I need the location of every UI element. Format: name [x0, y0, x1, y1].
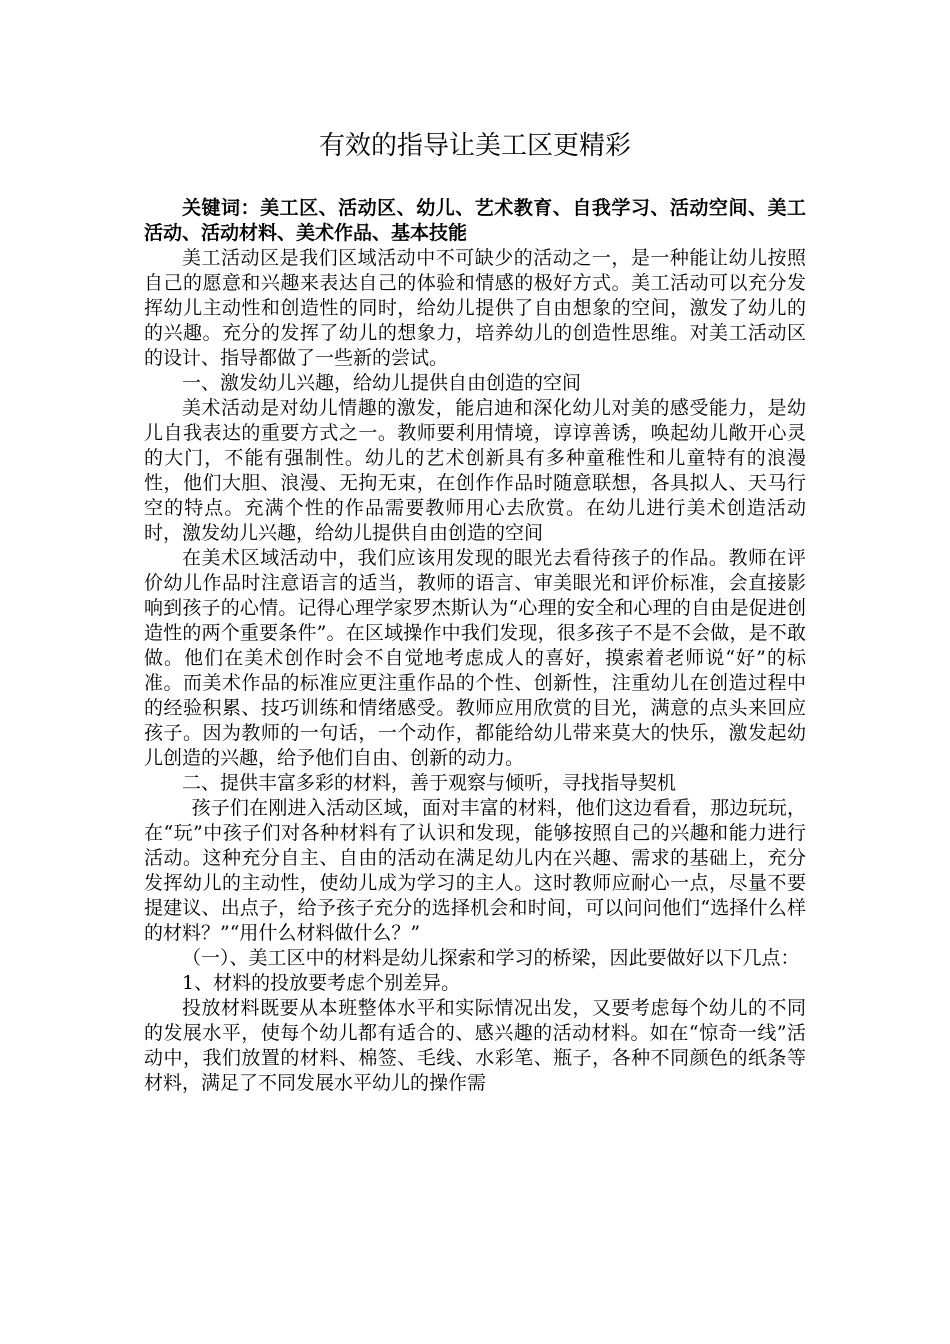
document-page: [144, 128, 806, 1096]
keywords-paragraph: 关键词：美工区、活动区、幼儿、艺术教育、自我学习、活动空间、美工活动、活动材料、美术作品、基本技能: [144, 197, 806, 244]
subsection-heading: （一）、美工区中的材料是幼儿探索和学习的桥梁，因此要做好以下几点：: [182, 947, 800, 969]
section-heading-2: 二、提供丰富多彩的材料，善于观察与倾听，寻找指导契机: [182, 772, 677, 794]
section-heading-1: 一、激发幼儿兴趣，给幼儿提供自由创造的空间: [182, 372, 582, 394]
document-body: [144, 196, 806, 1096]
body-paragraph: 投放材料既要从本班整体水平和实际情况出发，又要考虑每个幼儿的不同的发展水平，使每个幼儿都有适合的、感兴趣的活动材料。如在“惊奇一线”活动中，我们放置的材料、棉签、毛线、水彩笔、瓶子，各种不同颜色的纸条等材料，满足了不同发展水平幼儿的操作需: [144, 997, 806, 1094]
body-paragraph: 美工活动区是我们区域活动中不可缺少的活动之一，是一种能让幼儿按照自己的愿意和兴趣来表达自己的体验和情感的极好方式。美工活动可以充分发挥幼儿主动性和创造性的同时，给幼儿提供了自由想象的空间，激发了幼儿的的兴趣。充分的发挥了幼儿的想象力，培养幼儿的创造性思维。对美工活动区的设计、指导都做了一些新的尝试。: [144, 247, 806, 369]
body-paragraph: 美术活动是对幼儿情趣的激发，能启迪和深化幼儿对美的感受能力，是幼儿自我表达的重要方式之一。教师要利用情境，谆谆善诱，唤起幼儿敞开心灵的大门，不能有强制性。幼儿的艺术创新具有多种童稚性和儿童特有的浪漫性，他们大胆、浪漫、无拘无束，在创作作品时随意联想，各具拟人、天马行空的特点。充满个性的作品需要教师用心去欣赏。在幼儿进行美术创造活动时，激发幼儿兴趣，给幼儿提供自由创造的空间: [144, 397, 806, 544]
document-title: 有效的指导让美工区更精彩: [318, 131, 631, 161]
numbered-item-heading: 1、材料的投放要考虑个别差异。: [182, 972, 461, 994]
body-paragraph: 孩子们在刚进入活动区域，面对丰富的材料，他们这边看看，那边玩玩，在“玩”中孩子们对各种材料有了认识和发现，能够按照自己的兴趣和能力进行活动。这种充分自主、自由的活动在满足幼儿内在兴趣、需求的基础上，充分发挥幼儿的主动性，使幼儿成为学习的主人。这时教师应耐心一点，尽量不要提建议、出点子，给予孩子充分的选择机会和时间，可以问问他们“选择什么样的材料？”“用什么材料做什么？”: [144, 797, 806, 944]
body-paragraph: 在美术区域活动中，我们应该用发现的眼光去看待孩子的作品。教师在评价幼儿作品时注意语言的适当，教师的语言、审美眼光和评价标准，会直接影响到孩子的心情。记得心理学家罗杰斯认为“心理的安全和心理的自由是促进创造性的两个重要条件”。在区域操作中我们发现，很多孩子不是不会做，是不敢做。他们在美术创作时会不自觉地考虑成人的喜好，摸索着老师说“好”的标准。而美术作品的标准应更注重作品的个性、创新性，注重幼儿在创造过程中的经验积累、技巧训练和情绪感受。教师应用欣赏的目光，满意的点头来回应孩子。因为教师的一句话，一个动作，都能给幼儿带来莫大的快乐，激发起幼儿创造的兴趣，给予他们自由、创新的动力。: [144, 547, 806, 769]
